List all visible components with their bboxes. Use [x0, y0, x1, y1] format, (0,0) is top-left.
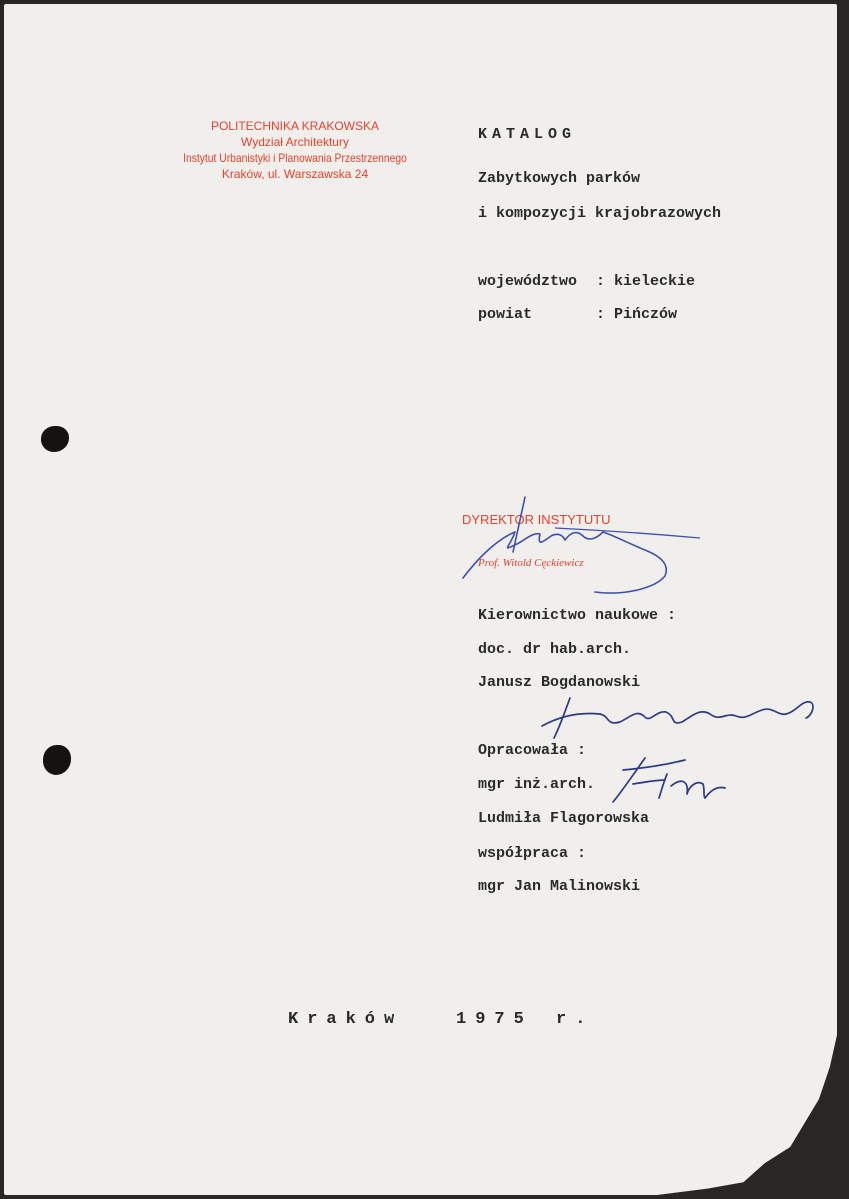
cooperator-name: mgr Jan Malinowski	[478, 878, 641, 895]
stamp-institute: Instytut Urbanistyki i Planowania Przestrzennego	[183, 151, 407, 165]
cooperation-label: współpraca :	[478, 845, 587, 862]
catalog-subtitle-2: i kompozycji krajobrazowych	[478, 205, 722, 222]
preparer-name: Ludmiła Flagorowska	[478, 810, 650, 827]
torn-corner	[657, 1035, 837, 1195]
county-value: : Pińczów	[596, 306, 678, 323]
director-signature	[455, 492, 705, 602]
stamp-address: Kraków, ul. Warszawska 24	[221, 167, 369, 181]
catalog-subtitle-1: Zabytkowych parków	[478, 170, 641, 187]
voivodeship-value: : kieleckie	[596, 273, 696, 290]
footer-year-suffix: r.	[556, 1010, 595, 1029]
preparer-title: mgr inż.arch.	[478, 776, 596, 793]
institution-stamp	[160, 118, 430, 182]
supervision-label: Kierownictwo naukowe :	[478, 607, 677, 624]
stamp-faculty: Wydział Architektury	[241, 135, 349, 149]
supervisor-name: Janusz Bogdanowski	[478, 674, 641, 691]
director-stamp-title: DYREKTOR INSTYTUTU	[462, 512, 611, 527]
supervisor-title: doc. dr hab.arch.	[478, 641, 632, 658]
county-label: powiat	[478, 306, 533, 323]
footer-city: Kraków	[288, 1010, 404, 1029]
director-stamp-name: Prof. Witold Cęckiewicz	[478, 557, 584, 569]
document-page	[4, 4, 837, 1195]
prepared-label: Opracowała :	[478, 742, 587, 759]
preparer-signature	[605, 750, 755, 810]
voivodeship-label: województwo	[478, 273, 578, 290]
stamp-university: POLITECHNIKA KRAKOWSKA	[210, 119, 380, 133]
catalog-title: KATALOG	[478, 126, 577, 143]
footer-year: 1975	[456, 1010, 533, 1029]
supervisor-signature	[540, 686, 830, 746]
